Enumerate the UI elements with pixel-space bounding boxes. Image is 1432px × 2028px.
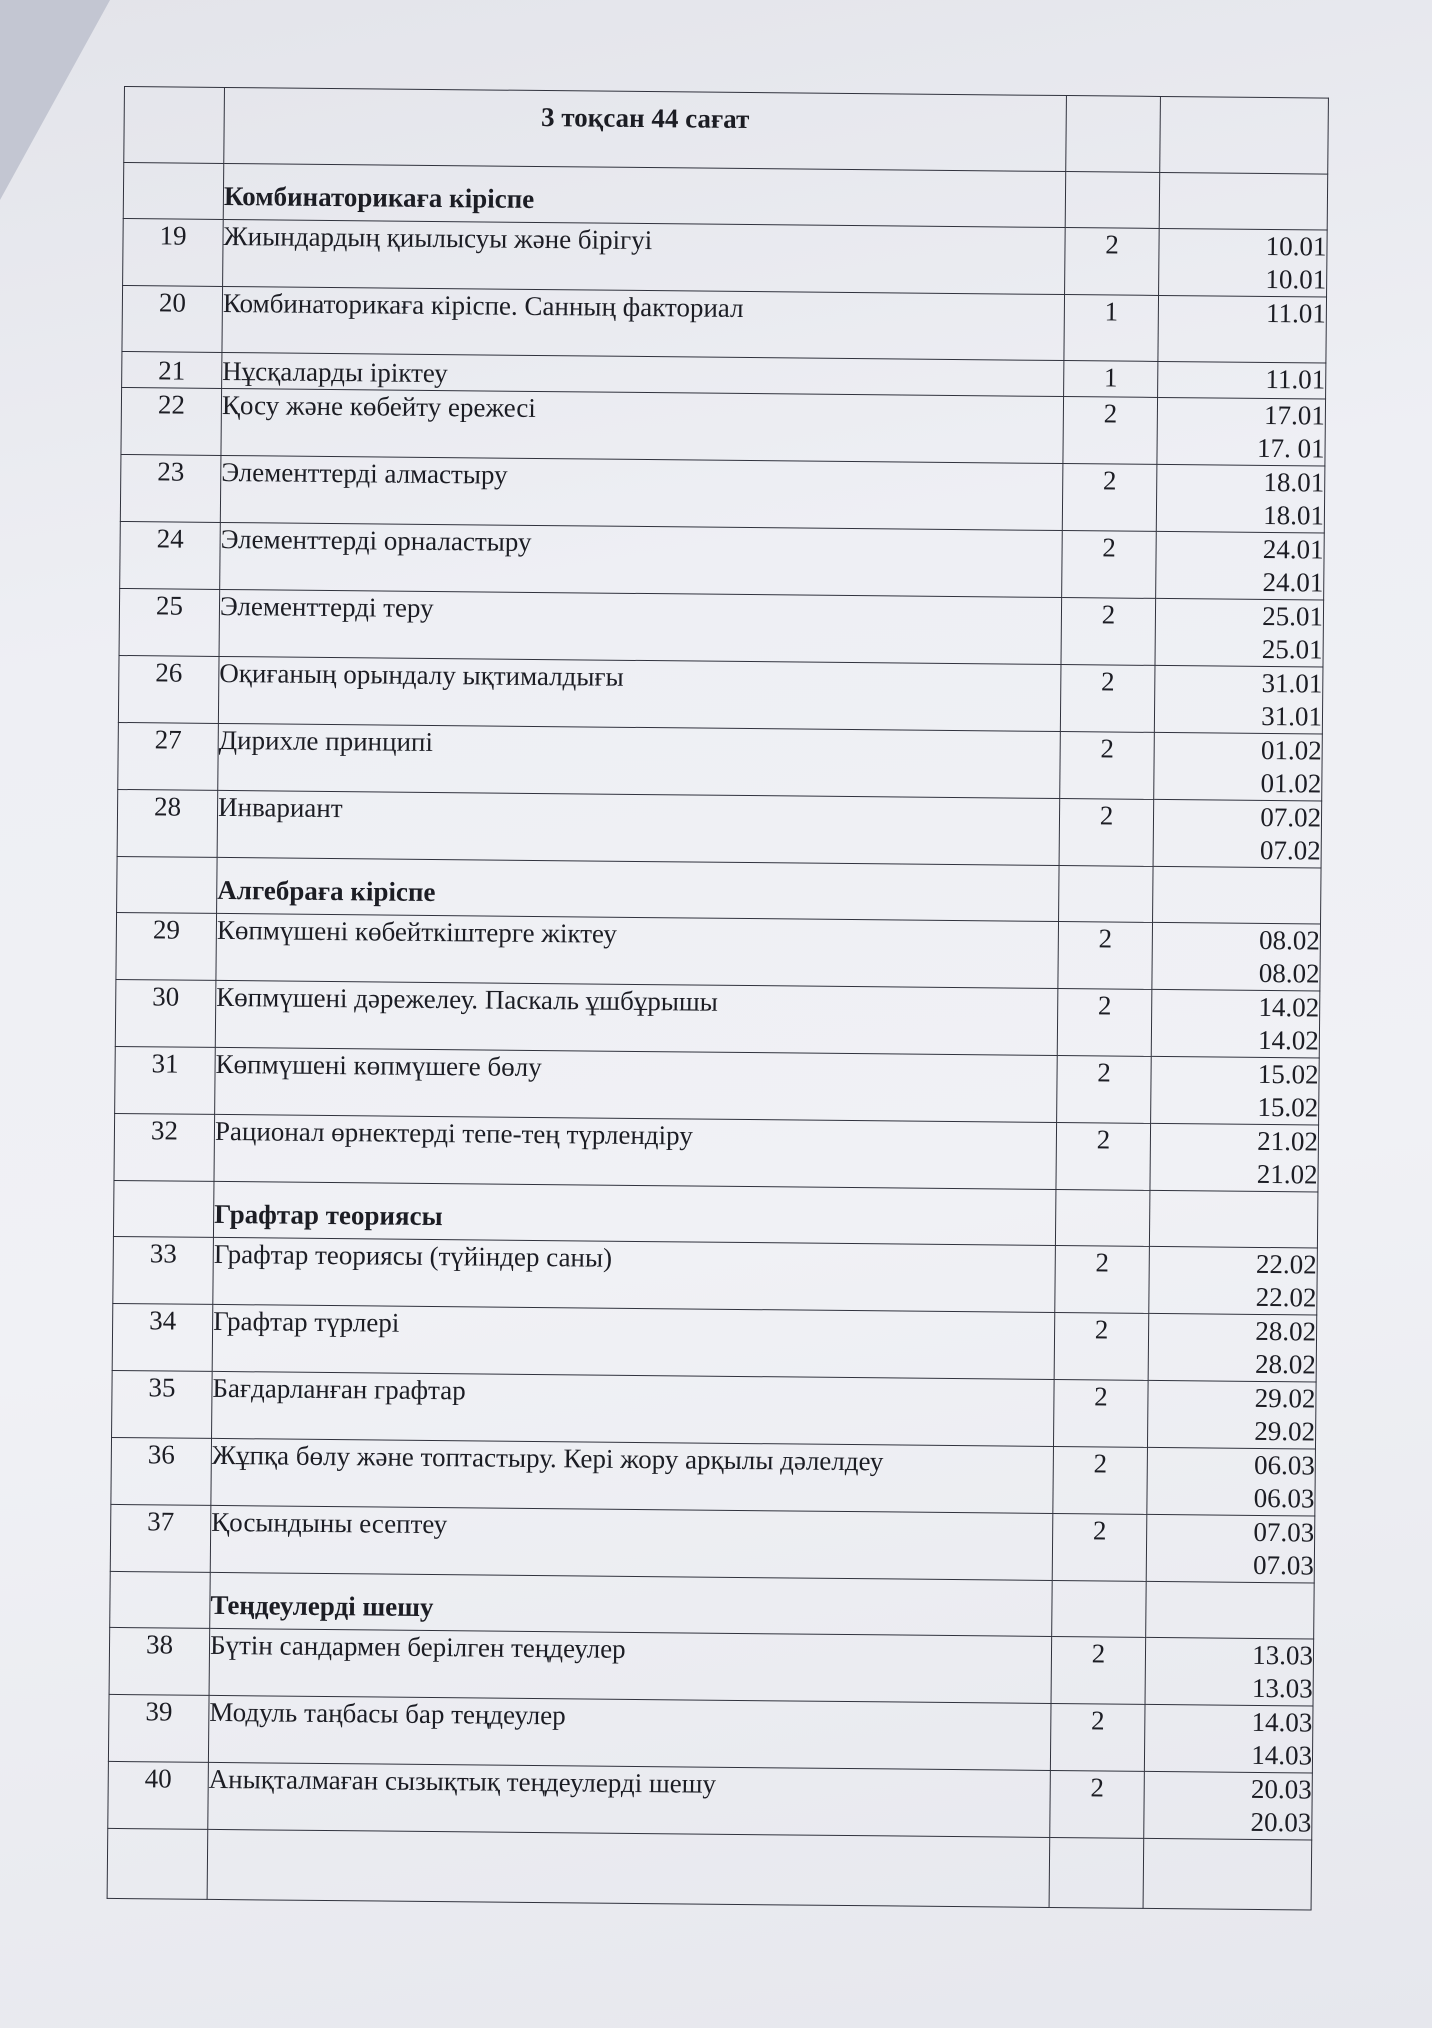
lesson-date: 22.02 (1255, 1281, 1317, 1313)
lesson-number: 33 (113, 1236, 214, 1304)
section-num-cell (113, 1180, 214, 1237)
empty-hours-cell (1049, 1837, 1144, 1908)
section-date-cell (1149, 1190, 1318, 1248)
schedule-sheet (107, 86, 1328, 1910)
header-hours-cell (1066, 96, 1161, 173)
section-hours-cell (1055, 1189, 1150, 1246)
lesson-topic: Көпмүшені көпмүшеге бөлу (215, 1047, 1058, 1122)
lesson-hours: 2 (1054, 1312, 1149, 1380)
lesson-topic: Графтар теориясы (түйіндер саны) (213, 1237, 1056, 1312)
lesson-row (108, 1761, 1313, 1840)
lesson-dates (1144, 1771, 1313, 1840)
lesson-dates (1151, 989, 1320, 1058)
lesson-dates (1154, 732, 1323, 801)
section-title: Алгебраға кіріспе (217, 857, 1059, 921)
lesson-date: 17. 01 (1256, 432, 1325, 464)
lesson-hours: 2 (1059, 799, 1154, 867)
lesson-date: 07.03 (1253, 1516, 1315, 1548)
lesson-row (120, 521, 1325, 600)
lesson-row (113, 1236, 1318, 1315)
lesson-date: 22.02 (1255, 1248, 1317, 1280)
lesson-hours: 2 (1063, 397, 1158, 465)
section-num-cell (110, 1571, 211, 1628)
lesson-hours: 2 (1050, 1703, 1145, 1771)
lesson-row (115, 1046, 1320, 1125)
lesson-dates (1150, 1123, 1319, 1192)
lesson-date: 06.03 (1253, 1482, 1315, 1514)
empty-row (107, 1828, 1312, 1910)
lesson-topic: Элементтерді алмастыру (220, 455, 1063, 530)
lesson-number: 36 (111, 1437, 212, 1505)
lesson-row (123, 218, 1328, 297)
lesson-topic: Модуль таңбасы бар теңдеулер (208, 1695, 1051, 1770)
lesson-number: 19 (123, 218, 224, 286)
lesson-dates (1158, 295, 1327, 363)
lesson-date: 29.02 (1254, 1382, 1316, 1414)
lesson-number: 23 (120, 454, 221, 522)
lesson-hours: 2 (1050, 1770, 1145, 1838)
lesson-date: 29.02 (1254, 1415, 1316, 1447)
section-hours-cell (1059, 866, 1154, 923)
lesson-date: 24.01 (1262, 533, 1324, 565)
lesson-date: 13.03 (1251, 1672, 1313, 1704)
lesson-topic: Рационал өрнектерді тепе-тең түрлендіру (214, 1114, 1057, 1189)
section-date-cell (1159, 172, 1328, 230)
lesson-topic: Дирихле принципі (218, 723, 1061, 798)
section-title: Графтар теориясы (213, 1181, 1055, 1245)
lesson-number: 37 (110, 1504, 211, 1572)
lesson-hours: 2 (1056, 1122, 1151, 1190)
lesson-number: 35 (112, 1370, 213, 1438)
lesson-row (111, 1437, 1316, 1516)
empty-num-cell (107, 1828, 208, 1899)
lesson-dates (1159, 228, 1328, 297)
lesson-hours: 2 (1062, 531, 1157, 599)
lesson-dates (1157, 397, 1326, 466)
section-num-cell (123, 163, 224, 220)
lesson-dates (1148, 1313, 1317, 1382)
lesson-dates (1149, 1246, 1318, 1315)
lesson-number: 28 (117, 789, 218, 857)
lesson-row (110, 1504, 1315, 1583)
lesson-number: 40 (108, 1761, 209, 1829)
lesson-date: 14.03 (1251, 1739, 1313, 1771)
lesson-hours: 2 (1060, 732, 1155, 800)
lesson-number: 32 (114, 1113, 215, 1181)
lesson-topic: Графтар түрлері (212, 1304, 1055, 1379)
section-title: Комбинаторикаға кіріспе (223, 163, 1065, 227)
lesson-hours: 2 (1052, 1513, 1147, 1581)
lesson-date: 14.03 (1251, 1706, 1313, 1738)
empty-date-cell (1143, 1838, 1312, 1910)
section-hours-cell (1052, 1580, 1147, 1637)
lesson-number: 25 (119, 588, 220, 656)
lesson-hours: 2 (1057, 989, 1152, 1057)
lesson-hours: 2 (1053, 1379, 1148, 1447)
lesson-number: 22 (121, 387, 222, 455)
lesson-date: 24.01 (1262, 566, 1324, 598)
lesson-row (118, 655, 1323, 734)
lesson-date: 28.02 (1255, 1315, 1317, 1347)
lesson-hours: 2 (1062, 464, 1157, 532)
lesson-dates (1145, 1637, 1314, 1706)
lesson-hours: 2 (1053, 1446, 1148, 1514)
lesson-date: 01.02 (1260, 767, 1322, 799)
lesson-dates (1144, 1704, 1313, 1773)
lesson-date: 07.02 (1260, 801, 1322, 833)
lesson-topic: Көпмүшені көбейткіштерге жіктеу (216, 913, 1059, 988)
lesson-dates (1147, 1380, 1316, 1449)
lesson-hours: 1 (1064, 295, 1159, 362)
lesson-date: 10.01 (1265, 230, 1327, 262)
lesson-hours: 2 (1057, 1056, 1152, 1124)
table-header-row (124, 87, 1329, 175)
lesson-number: 30 (115, 979, 216, 1047)
lesson-date: 06.03 (1253, 1449, 1315, 1481)
lesson-topic: Оқиғаның орындалу ықтималдығы (218, 656, 1061, 731)
lesson-date: 20.03 (1250, 1806, 1312, 1838)
section-hours-cell (1065, 172, 1160, 229)
lesson-date: 14.02 (1258, 991, 1320, 1023)
lesson-topic: Анықталмаған сызықтық теңдеулерді шешу (208, 1762, 1051, 1837)
section-date-cell (1146, 1581, 1315, 1639)
lesson-hours: 2 (1055, 1245, 1150, 1313)
lesson-row (122, 285, 1327, 363)
lesson-hours: 2 (1058, 922, 1153, 990)
lesson-date: 17.01 (1264, 399, 1326, 431)
lesson-dates (1152, 922, 1321, 991)
lesson-number: 31 (115, 1046, 216, 1114)
page-corner-fold (0, 0, 110, 200)
lesson-number: 27 (118, 722, 219, 790)
lesson-number: 39 (108, 1694, 209, 1762)
lesson-row (108, 1694, 1313, 1773)
lesson-dates (1158, 361, 1326, 399)
lesson-date: 25.01 (1261, 633, 1323, 665)
lesson-date: 28.02 (1254, 1348, 1316, 1380)
lesson-dates (1154, 665, 1323, 734)
lesson-row (119, 588, 1324, 667)
lesson-topic: Элементтерді теру (219, 589, 1062, 664)
lesson-row (117, 789, 1322, 868)
lesson-dates (1151, 1056, 1320, 1125)
lesson-date: 18.01 (1263, 466, 1325, 498)
lesson-date: 20.03 (1250, 1773, 1312, 1805)
lesson-date: 15.02 (1257, 1058, 1319, 1090)
lesson-topic: Нұсқаларды іріктеу (222, 352, 1064, 396)
empty-topic-cell (207, 1829, 1050, 1907)
lesson-date: 21.02 (1257, 1125, 1319, 1157)
lesson-row (115, 979, 1320, 1058)
lesson-dates (1147, 1447, 1316, 1516)
lesson-number: 24 (120, 521, 221, 589)
lesson-dates (1146, 1514, 1315, 1583)
lesson-topic: Қосындыны есептеу (210, 1505, 1053, 1580)
lesson-hours: 2 (1060, 665, 1155, 733)
lesson-row (112, 1303, 1317, 1382)
lesson-row (121, 387, 1326, 466)
header-num-cell (124, 87, 225, 164)
lesson-topic: Қосу және көбейту ережесі (221, 388, 1064, 463)
lesson-hours: 2 (1051, 1636, 1146, 1704)
lesson-date: 11.01 (1265, 297, 1327, 329)
schedule-table (107, 86, 1329, 1910)
lesson-topic: Бағдарланған графтар (212, 1371, 1055, 1446)
lesson-hours: 1 (1064, 361, 1158, 398)
schedule-body (107, 87, 1328, 1910)
lesson-dates (1156, 464, 1325, 533)
lesson-dates (1153, 799, 1322, 868)
lesson-topic: Жиындардың қиылысуы және бірігуі (223, 219, 1066, 294)
lesson-dates (1155, 598, 1324, 667)
header-date-cell (1160, 96, 1329, 174)
lesson-topic: Элементтерді орналастыру (220, 522, 1063, 597)
section-num-cell (117, 856, 218, 913)
section-title: Теңдеулерді шешу (210, 1572, 1052, 1636)
lesson-hours: 2 (1061, 598, 1156, 666)
section-date-cell (1153, 866, 1322, 924)
lesson-date: 08.02 (1258, 957, 1320, 989)
lesson-date: 07.02 (1259, 834, 1321, 866)
lesson-date: 08.02 (1258, 924, 1320, 956)
lesson-date: 31.01 (1261, 667, 1323, 699)
lesson-date: 25.01 (1262, 600, 1324, 632)
lesson-row (114, 1113, 1319, 1192)
lesson-topic: Жұпқа бөлу және топтастыру. Кері жору арқылы дәлелдеу (211, 1438, 1054, 1513)
lesson-topic: Бүтін сандармен берілген теңдеулер (209, 1628, 1052, 1703)
lesson-number: 21 (122, 351, 222, 388)
lesson-date: 11.01 (1265, 363, 1326, 395)
lesson-topic: Көпмүшені дәрежелеу. Паскаль ұшбұрышы (215, 980, 1058, 1055)
lesson-number: 29 (116, 912, 217, 980)
lesson-date: 07.03 (1252, 1549, 1314, 1581)
lesson-dates (1156, 531, 1325, 600)
lesson-topic: Инвариант (217, 790, 1060, 865)
quarter-title: 3 тоқсан 44 сағат (224, 87, 1067, 171)
lesson-number: 26 (118, 655, 219, 723)
lesson-number: 38 (109, 1627, 210, 1695)
lesson-date: 18.01 (1263, 499, 1325, 531)
lesson-date: 01.02 (1260, 734, 1322, 766)
lesson-row (109, 1627, 1314, 1706)
lesson-date: 31.01 (1261, 700, 1323, 732)
lesson-row (120, 454, 1325, 533)
lesson-row (116, 912, 1321, 991)
lesson-number: 34 (112, 1303, 213, 1371)
lesson-topic: Комбинаторикаға кіріспе. Санның факториал (222, 286, 1065, 360)
lesson-hours: 2 (1065, 228, 1160, 296)
lesson-row (118, 722, 1323, 801)
lesson-date: 14.02 (1258, 1024, 1320, 1056)
lesson-number: 20 (122, 285, 223, 352)
lesson-date: 15.02 (1257, 1091, 1319, 1123)
lesson-date: 13.03 (1252, 1639, 1314, 1671)
lesson-date: 10.01 (1265, 263, 1327, 295)
lesson-row (112, 1370, 1317, 1449)
lesson-date: 21.02 (1256, 1158, 1318, 1190)
